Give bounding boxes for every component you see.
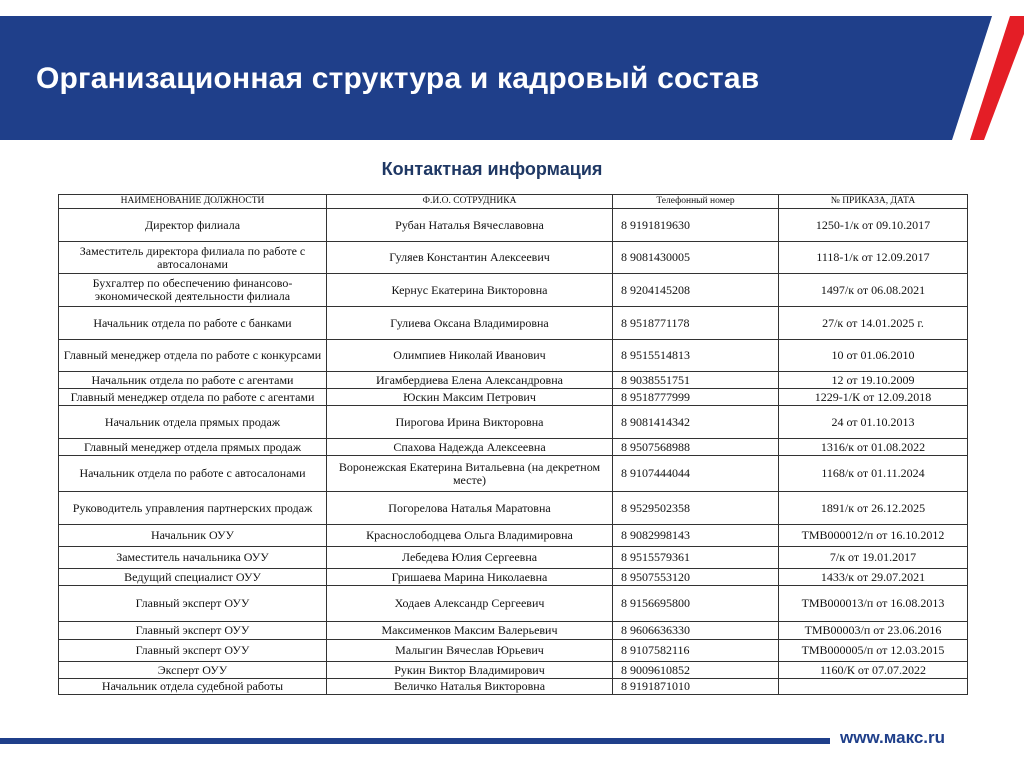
- cell-phone: 8 9107444044: [613, 456, 779, 492]
- cell-phone: 8 9606636330: [613, 622, 779, 640]
- cell-phone: 8 9515514813: [613, 340, 779, 372]
- cell-position: Главный менеджер отдела по работе с конкурсами: [59, 340, 327, 372]
- cell-name: Гуляев Константин Алексеевич: [327, 242, 613, 274]
- table-row: [59, 406, 968, 439]
- cell-order: 10 от 01.06.2010: [779, 340, 968, 372]
- table-row: [59, 242, 968, 274]
- cell-order: 1316/к от 01.08.2022: [779, 439, 968, 456]
- cell-phone: 8 9507568988: [613, 439, 779, 456]
- table-row: [59, 307, 968, 340]
- column-header-position: НАИМЕНОВАНИЕ ДОЛЖНОСТИ: [59, 195, 327, 209]
- table-row: [59, 209, 968, 242]
- table-row: [59, 622, 968, 640]
- cell-position: Руководитель управления партнерских продаж: [59, 492, 327, 525]
- cell-phone: 8 9081414342: [613, 406, 779, 439]
- header-banner: [0, 0, 1024, 140]
- cell-name: Лебедева Юлия Сергеевна: [327, 547, 613, 569]
- cell-name: Ходаев Александр Сергеевич: [327, 586, 613, 622]
- cell-name: Рукин Виктор Владимирович: [327, 662, 613, 679]
- cell-name: Олимпиев Николай Иванович: [327, 340, 613, 372]
- table-row: [59, 439, 968, 456]
- table-row: [59, 389, 968, 406]
- cell-order: ТМВ000005/п от 12.03.2015: [779, 640, 968, 662]
- section-subtitle: [0, 159, 1024, 180]
- cell-phone: 8 9107582116: [613, 640, 779, 662]
- table-row: [59, 340, 968, 372]
- cell-name: Рубан Наталья Вячеславовна: [327, 209, 613, 242]
- cell-phone: 8 9082998143: [613, 525, 779, 547]
- cell-order: ТМВ000013/п от 16.08.2013: [779, 586, 968, 622]
- cell-name: Юскин Максим Петрович: [327, 389, 613, 406]
- table-row: [59, 372, 968, 389]
- cell-phone: 8 9507553120: [613, 569, 779, 586]
- cell-name: Пирогова Ирина Викторовна: [327, 406, 613, 439]
- cell-name: Малыгин Вячеслав Юрьевич: [327, 640, 613, 662]
- table-row: [59, 586, 968, 622]
- cell-order: ТМВ000012/п от 16.10.2012: [779, 525, 968, 547]
- cell-phone: 8 9191819630: [613, 209, 779, 242]
- cell-position: Ведущий специалист ОУУ: [59, 569, 327, 586]
- cell-name: Гришаева Марина Николаевна: [327, 569, 613, 586]
- cell-order: 7/к от 19.01.2017: [779, 547, 968, 569]
- cell-position: Начальник отдела прямых продаж: [59, 406, 327, 439]
- cell-order: 1891/к от 26.12.2025: [779, 492, 968, 525]
- cell-position: Начальник отдела по работе с автосалонами: [59, 456, 327, 492]
- cell-phone: 8 9515579361: [613, 547, 779, 569]
- cell-position: Главный эксперт ОУУ: [59, 586, 327, 622]
- cell-name: Кернус Екатерина Викторовна: [327, 274, 613, 307]
- cell-position: Заместитель директора филиала по работе с автосалонами: [59, 242, 327, 274]
- cell-position: Эксперт ОУУ: [59, 662, 327, 679]
- cell-position: Начальник отдела судебной работы: [59, 679, 327, 695]
- cell-phone: 8 9204145208: [613, 274, 779, 307]
- cell-phone: 8 9529502358: [613, 492, 779, 525]
- column-header-name: Ф.И.О. СОТРУДНИКА: [327, 195, 613, 209]
- table-row: [59, 547, 968, 569]
- cell-name: Краснослободцева Ольга Владимировна: [327, 525, 613, 547]
- cell-order: 1118-1/к от 12.09.2017: [779, 242, 968, 274]
- cell-position: Начальник ОУУ: [59, 525, 327, 547]
- column-header-order: № ПРИКАЗА, ДАТА: [779, 195, 968, 209]
- column-header-phone: Телефонный номер: [613, 195, 779, 209]
- subtitle-text: Контактная информация: [381, 159, 603, 179]
- cell-phone: 8 9156695800: [613, 586, 779, 622]
- cell-order: 1229-1/К от 12.09.2018: [779, 389, 968, 406]
- table-row: [59, 662, 968, 679]
- cell-phone: 8 9191871010: [613, 679, 779, 695]
- cell-order: 27/к от 14.01.2025 г.: [779, 307, 968, 340]
- cell-order: 24 от 01.10.2013: [779, 406, 968, 439]
- cell-phone: 8 9518771178: [613, 307, 779, 340]
- cell-name: Спахова Надежда Алексеевна: [327, 439, 613, 456]
- table-row: [59, 525, 968, 547]
- cell-position: Начальник отдела по работе с банками: [59, 307, 327, 340]
- cell-order: 12 от 19.10.2009: [779, 372, 968, 389]
- table-row: [59, 640, 968, 662]
- cell-position: Начальник отдела по работе с агентами: [59, 372, 327, 389]
- cell-name: Величко Наталья Викторовна: [327, 679, 613, 695]
- page-title: Организационная структура и кадровый состав: [36, 62, 760, 95]
- cell-order: 1250-1/к от 09.10.2017: [779, 209, 968, 242]
- cell-name: Игамбердиева Елена Александровна: [327, 372, 613, 389]
- cell-order: 1497/к от 06.08.2021: [779, 274, 968, 307]
- table-row: [59, 492, 968, 525]
- cell-name: Максименков Максим Валерьевич: [327, 622, 613, 640]
- cell-name: Гулиева Оксана Владимировна: [327, 307, 613, 340]
- table-row: [59, 569, 968, 586]
- cell-position: Главный менеджер отдела по работе с агентами: [59, 389, 327, 406]
- cell-position: Главный эксперт ОУУ: [59, 622, 327, 640]
- footer-website-url: www.макс.ru: [840, 728, 946, 747]
- cell-position: Заместитель начальника ОУУ: [59, 547, 327, 569]
- cell-phone: 8 9518777999: [613, 389, 779, 406]
- table-row: [59, 456, 968, 492]
- cell-order: [779, 679, 968, 695]
- cell-phone: 8 9081430005: [613, 242, 779, 274]
- cell-name: Воронежская Екатерина Витальевна (на декретном месте): [327, 456, 613, 492]
- cell-position: Главный эксперт ОУУ: [59, 640, 327, 662]
- footer-divider: [0, 738, 830, 744]
- cell-order: ТМВ00003/п от 23.06.2016: [779, 622, 968, 640]
- cell-phone: 8 9009610852: [613, 662, 779, 679]
- contacts-table: [58, 194, 968, 695]
- table-row: [59, 679, 968, 695]
- table-header-row: [59, 195, 968, 209]
- cell-name: Погорелова Наталья Маратовна: [327, 492, 613, 525]
- cell-phone: 8 9038551751: [613, 372, 779, 389]
- cell-position: Бухгалтер по обеспечению финансово-экономической деятельности филиала: [59, 274, 327, 307]
- table-row: [59, 274, 968, 307]
- cell-position: Главный менеджер отдела прямых продаж: [59, 439, 327, 456]
- cell-order: 1433/к от 29.07.2021: [779, 569, 968, 586]
- cell-order: 1160/К от 07.07.2022: [779, 662, 968, 679]
- cell-position: Директор филиала: [59, 209, 327, 242]
- cell-order: 1168/к от 01.11.2024: [779, 456, 968, 492]
